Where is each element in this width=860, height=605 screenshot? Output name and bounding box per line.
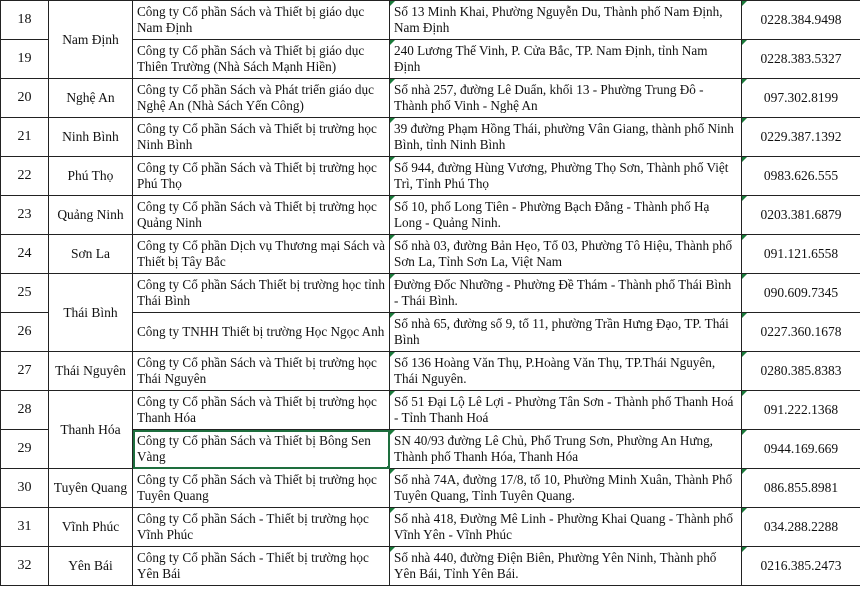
cell-province[interactable]: Yên Bái: [49, 547, 133, 586]
cell-phone[interactable]: 0944.169.669: [742, 430, 860, 469]
table-row: [1, 469, 860, 508]
cell-province[interactable]: Phú Thọ: [49, 157, 133, 196]
cell-phone[interactable]: 097.302.8199: [742, 79, 860, 118]
table-row: [1, 118, 860, 157]
cell-address[interactable]: Đường Đốc Nhưỡng - Phường Đề Thám - Thành phố Thái Bình - Thái Bình.: [390, 274, 742, 313]
cell-company[interactable]: Công ty Cổ phần Sách và Thiết bị trường học Phú Thọ: [133, 157, 390, 196]
cell-province[interactable]: Tuyên Quang: [49, 469, 133, 508]
cell-num[interactable]: 27: [1, 352, 49, 391]
cell-num[interactable]: 21: [1, 118, 49, 157]
cell-province[interactable]: Ninh Bình: [49, 118, 133, 157]
table-row: [1, 196, 860, 235]
cell-num[interactable]: 24: [1, 235, 49, 274]
cell-province[interactable]: Nghệ An: [49, 79, 133, 118]
table-row: [1, 547, 860, 586]
cell-num[interactable]: 28: [1, 391, 49, 430]
cell-company-selected[interactable]: [133, 430, 390, 469]
table-row: [1, 352, 860, 391]
cell-phone[interactable]: 086.855.8981: [742, 469, 860, 508]
cell-address[interactable]: Số nhà 74A, đường 17/8, tổ 10, Phường Minh Xuân, Thành Phố Tuyên Quang, Tỉnh Tuyên Quang.: [390, 469, 742, 508]
cell-num[interactable]: 32: [1, 547, 49, 586]
cell-province[interactable]: Thái Nguyên: [49, 352, 133, 391]
cell-phone[interactable]: 091.121.6558: [742, 235, 860, 274]
table-row: [1, 157, 860, 196]
cell-company[interactable]: Công ty Cổ phần Sách và Thiết bị trường học Quảng Ninh: [133, 196, 390, 235]
cell-phone[interactable]: 0228.384.9498: [742, 1, 860, 40]
cell-address[interactable]: Số nhà 65, đường số 9, tổ 11, phường Trần Hưng Đạo, TP. Thái Bình: [390, 313, 742, 352]
cell-phone[interactable]: 090.609.7345: [742, 274, 860, 313]
cell-address[interactable]: Số 944, đường Hùng Vương, Phường Thọ Sơn, Thành phố Việt Trì, Tỉnh Phú Thọ: [390, 157, 742, 196]
cell-company[interactable]: Công ty Cổ phần Sách và Thiết bị giáo dục Nam Định: [133, 1, 390, 40]
cell-company-text: Công ty Cổ phần Sách và Thiết bị Bông Sen Vàng: [137, 433, 371, 464]
cell-phone[interactable]: 091.222.1368: [742, 391, 860, 430]
cell-address[interactable]: Số 51 Đại Lộ Lê Lợi - Phường Tân Sơn - Thành phố Thanh Hoá - Tỉnh Thanh Hoá: [390, 391, 742, 430]
cell-company[interactable]: Công ty Cổ phần Sách và Thiết bị trường học Ninh Bình: [133, 118, 390, 157]
table-row: [1, 235, 860, 274]
cell-address[interactable]: Số nhà 257, đường Lê Duẩn, khối 13 - Phường Trung Đô - Thành phố Vinh - Nghệ An: [390, 79, 742, 118]
cell-company[interactable]: Công ty Cổ phần Sách Thiết bị trường học tỉnh Thái Bình: [133, 274, 390, 313]
cell-num[interactable]: 26: [1, 313, 49, 352]
cell-phone[interactable]: 0227.360.1678: [742, 313, 860, 352]
table-row: [1, 508, 860, 547]
cell-company[interactable]: Công ty Cổ phần Sách - Thiết bị trường học Yên Bái: [133, 547, 390, 586]
table-row: [1, 79, 860, 118]
cell-company[interactable]: Công ty Cổ phần Sách và Thiết bị giáo dục Thiên Trường (Nhà Sách Mạnh Hiền): [133, 40, 390, 79]
cell-phone[interactable]: 0228.383.5327: [742, 40, 860, 79]
cell-address[interactable]: Số nhà 418, Đường Mê Linh - Phường Khai Quang - Thành phố Vĩnh Yên - Vĩnh Phúc: [390, 508, 742, 547]
table-row: [1, 391, 860, 430]
cell-address[interactable]: Số 136 Hoàng Văn Thụ, P.Hoàng Văn Thụ, TP.Thái Nguyên, Thái Nguyên.: [390, 352, 742, 391]
cell-num[interactable]: 20: [1, 79, 49, 118]
cell-phone[interactable]: 0203.381.6879: [742, 196, 860, 235]
cell-province[interactable]: Thanh Hóa: [49, 391, 133, 469]
cell-num[interactable]: 31: [1, 508, 49, 547]
cell-address[interactable]: Số 13 Minh Khai, Phường Nguyễn Du, Thành phố Nam Định, Nam Định: [390, 1, 742, 40]
cell-province[interactable]: Sơn La: [49, 235, 133, 274]
cell-province[interactable]: Nam Định: [49, 1, 133, 79]
cell-phone[interactable]: 0229.387.1392: [742, 118, 860, 157]
cell-company[interactable]: Công ty Cổ phần Dịch vụ Thương mại Sách và Thiết bị Tây Bắc: [133, 235, 390, 274]
cell-company[interactable]: Công ty Cổ phần Sách và Thiết bị trường học Thanh Hóa: [133, 391, 390, 430]
cell-company[interactable]: Công ty Cổ phần Sách và Phát triển giáo dục Nghệ An (Nhà Sách Yến Công): [133, 79, 390, 118]
cell-address[interactable]: Số nhà 440, đường Điện Biên, Phường Yên Ninh, Thành phố Yên Bái, Tỉnh Yên Bái.: [390, 547, 742, 586]
cell-address[interactable]: Số nhà 03, đường Bản Hẹo, Tổ 03, Phường Tô Hiệu, Thành phố Sơn La, Tỉnh Sơn La, Việt Nam: [390, 235, 742, 274]
cell-address[interactable]: Số 10, phố Long Tiên - Phường Bạch Đằng - Thành phố Hạ Long - Quảng Ninh.: [390, 196, 742, 235]
cell-num[interactable]: 25: [1, 274, 49, 313]
cell-company[interactable]: Công ty Cổ phần Sách và Thiết bị trường học Thái Nguyên: [133, 352, 390, 391]
cell-num[interactable]: 30: [1, 469, 49, 508]
cell-num[interactable]: 23: [1, 196, 49, 235]
cell-phone[interactable]: 034.288.2288: [742, 508, 860, 547]
cell-num[interactable]: 22: [1, 157, 49, 196]
cell-province[interactable]: Thái Bình: [49, 274, 133, 352]
cell-address[interactable]: 39 đường Phạm Hồng Thái, phường Vân Giang, thành phố Ninh Bình, tỉnh Ninh Bình: [390, 118, 742, 157]
table-row: [1, 274, 860, 313]
cell-address[interactable]: SN 40/93 đường Lê Chủ, Phố Trung Sơn, Phường An Hưng, Thành phố Thanh Hóa, Thanh Hóa: [390, 430, 742, 469]
cell-company[interactable]: Công ty Cổ phần Sách - Thiết bị trường học Vĩnh Phúc: [133, 508, 390, 547]
cell-address[interactable]: 240 Lương Thế Vinh, P. Cửa Bắc, TP. Nam Định, tỉnh Nam Định: [390, 40, 742, 79]
cell-province[interactable]: Quảng Ninh: [49, 196, 133, 235]
cell-phone[interactable]: 0280.385.8383: [742, 352, 860, 391]
cell-phone[interactable]: 0983.626.555: [742, 157, 860, 196]
cell-num[interactable]: 18: [1, 1, 49, 40]
cell-province[interactable]: Vĩnh Phúc: [49, 508, 133, 547]
cell-phone[interactable]: 0216.385.2473: [742, 547, 860, 586]
cell-company[interactable]: Công ty Cổ phần Sách và Thiết bị trường học Tuyên Quang: [133, 469, 390, 508]
cell-company[interactable]: Công ty TNHH Thiết bị trường Học Ngọc Anh: [133, 313, 390, 352]
table-row: [1, 1, 860, 40]
cell-num[interactable]: 19: [1, 40, 49, 79]
cell-num[interactable]: 29: [1, 430, 49, 469]
